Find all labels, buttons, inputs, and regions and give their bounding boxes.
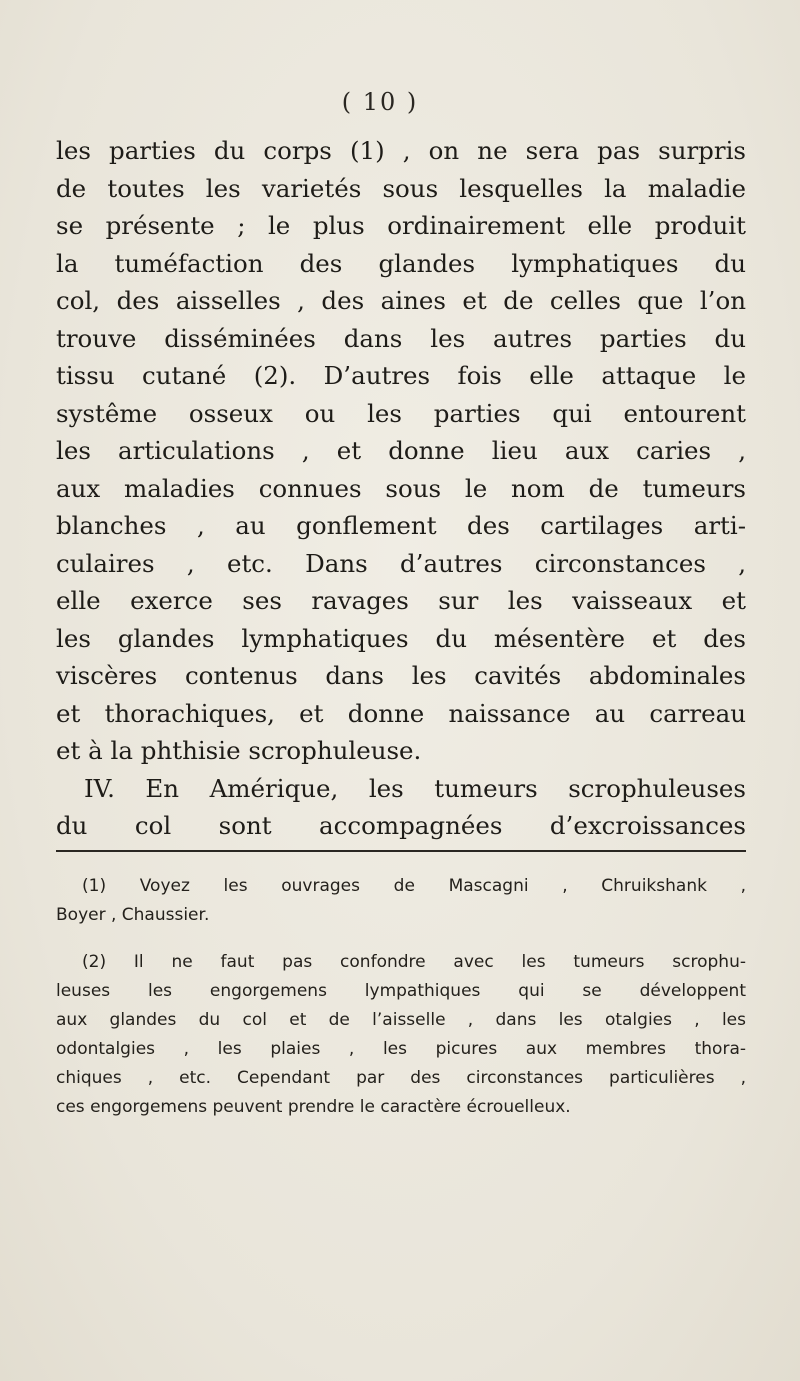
text-line: elle exerce ses ravages sur les vaisseaux et — [56, 586, 746, 615]
text-line: trouve disséminées dans les autres parties du — [56, 323, 746, 353]
footnote-line: aux glandes du col et de l’aisselle , dans les otalgies , les — [56, 1010, 746, 1030]
text-line: tissu cutané (2). D’autres fois elle attaque le — [56, 361, 746, 390]
footnote-line: leuses les engorgemens lympathiques qui se développent — [56, 981, 746, 1001]
text-line: culaires , etc. Dans d’autres circonstances , — [56, 548, 746, 578]
page-number: ( 10 ) — [341, 88, 419, 116]
text-line: les glandes lymphatiques du mésentère et des — [56, 623, 746, 653]
text-line: et thorachiques, et donne naissance au carreau — [56, 698, 746, 728]
footnotes — [56, 872, 746, 1140]
text-line: du col sont accompagnées d’excroissances — [56, 811, 746, 840]
footnote-line: odontalgies , les plaies , les picures aux membres thora- — [56, 1039, 746, 1059]
text-line: et à la phthisie scrophuleuse. — [56, 736, 422, 765]
text-line: viscères contenus dans les cavités abdominales — [56, 661, 746, 690]
text-line: col, des aisselles , des aines et de celles que l’on — [56, 286, 746, 315]
text-line: systême osseux ou les parties qui entourent — [56, 398, 746, 428]
text-line: de toutes les varietés sous lesquelles la maladie — [56, 173, 746, 203]
footnote-separator — [56, 850, 746, 852]
footnote-line: Boyer , Chaussier. — [56, 905, 210, 925]
text-line: la tuméfaction des glandes lymphatiques du — [56, 248, 746, 278]
footnote-line: (1) Voyez les ouvrages de Mascagni , Chruikshank , — [82, 876, 746, 896]
section-start-line: IV. En Amérique, les tumeurs scrophuleuses — [84, 773, 746, 803]
text-line: les articulations , et donne lieu aux caries , — [56, 436, 746, 465]
main-text — [56, 132, 746, 845]
footnote-line: (2) Il ne faut pas confondre avec les tumeurs scrophu- — [82, 952, 746, 972]
text-line: blanches , au gonflement des cartilages arti- — [56, 511, 746, 540]
footnote-2 — [56, 948, 746, 1122]
text-line: se présente ; le plus ordinairement elle produit — [56, 211, 746, 240]
footnote-1 — [56, 872, 746, 930]
text-line: aux maladies connues sous le nom de tumeurs — [56, 473, 746, 503]
footnote-line: ces engorgemens peuvent prendre le caractère écrouelleux. — [56, 1097, 571, 1117]
text-line: les parties du corps (1) , on ne sera pas surpris — [56, 136, 746, 165]
footnote-line: chiques , etc. Cependant par des circonstances particulières , — [56, 1068, 746, 1088]
